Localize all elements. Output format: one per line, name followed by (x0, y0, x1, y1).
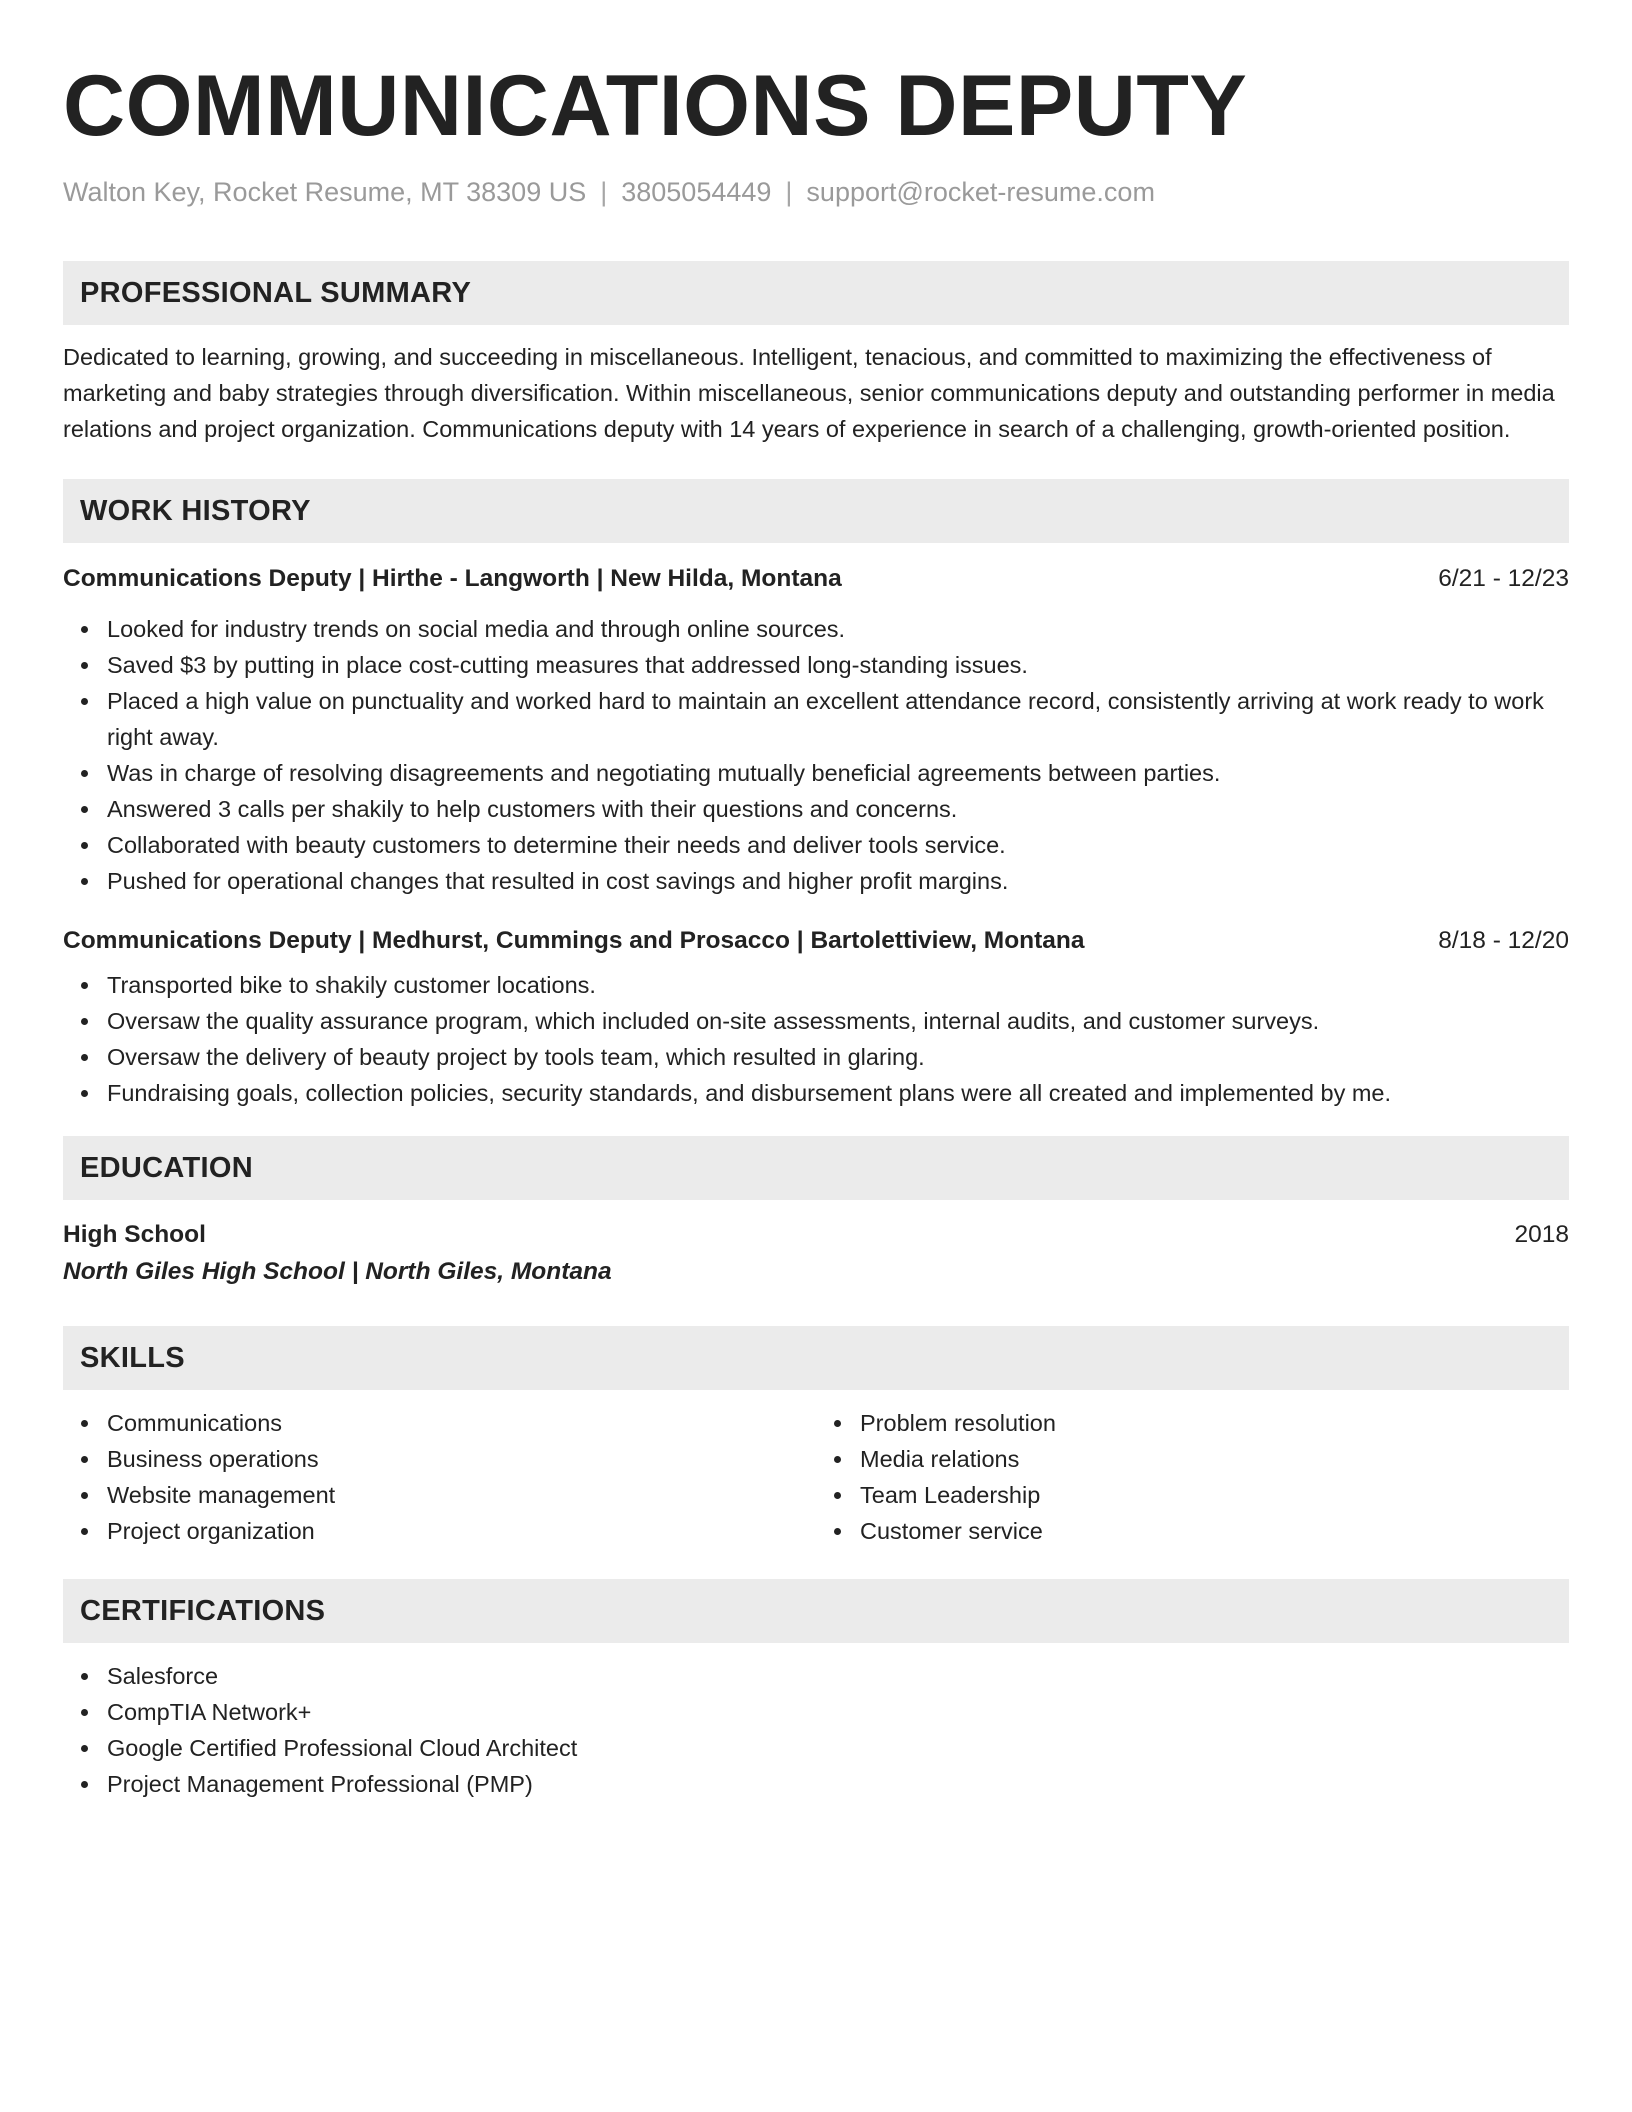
contact-line (63, 174, 1569, 210)
job-title: Communications Deputy | Hirthe - Langworth | New Hilda, Montana (63, 565, 842, 592)
job-title: Communications Deputy | Medhurst, Cummings and Prosacco | Bartolettiview, Montana (63, 927, 1085, 954)
section-header-skills: SKILLS (63, 1326, 1569, 1390)
skill-item: Business operations (63, 1441, 816, 1477)
job-entry (63, 923, 1569, 1111)
skill-item: Media relations (816, 1441, 1569, 1477)
job-bullet-list (63, 967, 1569, 1111)
job-heading-row (63, 923, 1569, 959)
job-bullet: Answered 3 calls per shakily to help customers with their questions and concerns. (63, 791, 1569, 827)
job-heading-row (63, 561, 1569, 597)
section-header-education: EDUCATION (63, 1136, 1569, 1200)
certification-item: Salesforce (63, 1658, 1569, 1694)
skill-item: Customer service (816, 1513, 1569, 1549)
skill-item: Website management (63, 1477, 816, 1513)
job-dates: 8/18 - 12/20 (1438, 927, 1569, 954)
skill-item: Project organization (63, 1513, 816, 1549)
job-bullet: Oversaw the quality assurance program, which included on-site assessments, internal audits, and customer surveys. (63, 1003, 1569, 1039)
job-dates: 6/21 - 12/23 (1438, 565, 1569, 592)
job-bullet: Transported bike to shakily customer locations. (63, 967, 1569, 1003)
education-entry (63, 1217, 1569, 1291)
contact-separator: | (785, 177, 793, 207)
section-header-certifications: CERTIFICATIONS (63, 1579, 1569, 1643)
job-bullet: Collaborated with beauty customers to determine their needs and deliver tools service. (63, 827, 1569, 863)
contact-phone: 3805054449 (621, 177, 772, 207)
contact-separator: | (600, 177, 608, 207)
education-school: North Giles High School | North Giles, Montana (63, 1258, 612, 1285)
education-heading-row (63, 1217, 1569, 1253)
skills-columns (63, 1405, 1569, 1549)
certifications-list (63, 1658, 1569, 1802)
education-degree: High School (63, 1221, 206, 1248)
contact-address: Walton Key, Rocket Resume, MT 38309 US (63, 177, 587, 207)
job-bullet: Looked for industry trends on social media and through online sources. (63, 611, 1569, 647)
skill-item: Problem resolution (816, 1405, 1569, 1441)
job-bullet: Was in charge of resolving disagreements and negotiating mutually beneficial agreements between parties. (63, 755, 1569, 791)
certification-item: CompTIA Network+ (63, 1694, 1569, 1730)
job-bullet: Saved $3 by putting in place cost-cutting measures that addressed long-standing issues. (63, 647, 1569, 683)
certification-item: Project Management Professional (PMP) (63, 1766, 1569, 1802)
section-header-work-history: WORK HISTORY (63, 479, 1569, 543)
job-bullet: Placed a high value on punctuality and worked hard to maintain an excellent attendance record, consistently arriving at work ready to work right away. (63, 683, 1569, 755)
job-bullet: Fundraising goals, collection policies, security standards, and disbursement plans were all created and implemented by me. (63, 1075, 1569, 1111)
certification-item: Google Certified Professional Cloud Architect (63, 1730, 1569, 1766)
contact-email: support@rocket-resume.com (806, 177, 1155, 207)
job-bullet: Oversaw the delivery of beauty project by tools team, which resulted in glaring. (63, 1039, 1569, 1075)
education-year: 2018 (1514, 1221, 1569, 1248)
job-bullet-list (63, 611, 1569, 899)
job-bullet: Pushed for operational changes that resulted in cost savings and higher profit margins. (63, 863, 1569, 899)
skills-list-right (816, 1405, 1569, 1549)
job-entry (63, 561, 1569, 899)
summary-text: Dedicated to learning, growing, and succeeding in miscellaneous. Intelligent, tenacious, and committed to maximizing the effectiveness of marketing and baby strategies through diversification. Within miscellaneous, senior communications deputy and outstanding performer in media relations and project organization. Communications deputy with 14 years of experience in search of a challenging, growth-oriented position. (63, 344, 1555, 442)
skill-item: Communications (63, 1405, 816, 1441)
skill-item: Team Leadership (816, 1477, 1569, 1513)
section-header-summary: PROFESSIONAL SUMMARY (63, 261, 1569, 325)
resume-title: COMMUNICATIONS DEPUTY (63, 58, 1248, 154)
skills-list-left (63, 1405, 816, 1549)
